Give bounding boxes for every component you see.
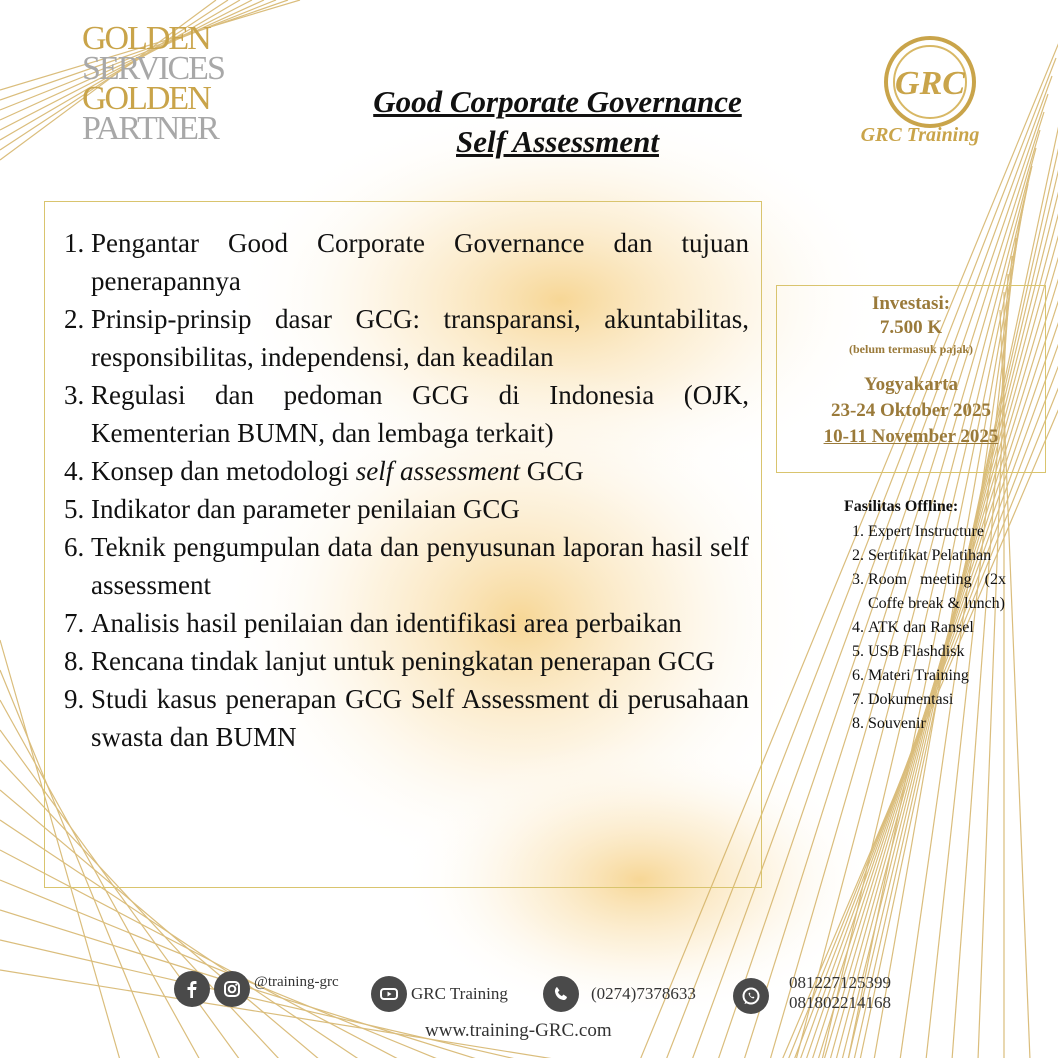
event-date-1: 23-24 Oktober 2025	[830, 400, 992, 421]
youtube-channel[interactable]: GRC Training	[411, 984, 508, 1003]
topics-box	[44, 201, 762, 888]
topic-item: 9. Studi kasus penerapan GCG Self Assessment di perusahaan swasta dan BUMN	[91, 680, 749, 756]
golden-partner-brand	[82, 20, 224, 147]
facility-item: 4. ATK dan Ransel	[868, 616, 1006, 640]
investment-label: Investasi:	[871, 293, 951, 314]
investment-price: 7.500 K	[879, 317, 943, 338]
phone-number[interactable]: (0274)7378633	[591, 984, 696, 1003]
topic-text-italic: self assessment	[355, 456, 520, 486]
whatsapp-contact[interactable]	[733, 973, 891, 1014]
logo-caption: GRC Training	[860, 124, 980, 146]
investment-note: (belum termasuk pajak)	[848, 342, 973, 356]
brand-line-2: SERVICES	[82, 50, 224, 87]
topic-text: GCG	[519, 456, 584, 486]
decor-stripe	[0, 880, 440, 1058]
whatsapp-number-1[interactable]: 081227125399	[789, 973, 891, 992]
instagram-icon[interactable]	[214, 971, 250, 1007]
facility-item: 6. Materi Training	[868, 664, 1006, 688]
facebook-icon[interactable]	[174, 971, 210, 1007]
topics-list	[45, 202, 761, 756]
brand-line-1: GOLDEN	[82, 20, 210, 57]
topic-item: 3. Regulasi dan pedoman GCG di Indonesia (OJK, Kementerian BUMN, dan lembaga terkait)	[91, 376, 749, 452]
whatsapp-icon[interactable]	[733, 978, 769, 1014]
facilities-list	[840, 520, 1006, 736]
whatsapp-number-2[interactable]: 081802214168	[789, 993, 891, 1012]
topic-item: 2. Prinsip-prinsip dasar GCG: transparansi, akuntabilitas, responsibilitas, independensi, dan keadilan	[91, 300, 749, 376]
investment-box	[776, 285, 1046, 473]
facilities-title: Fasilitas Offline:	[844, 498, 959, 515]
social-handle[interactable]: @training-grc	[254, 973, 339, 990]
website-link[interactable]: www.training-GRC.com	[425, 1020, 612, 1041]
topic-item: 7. Analisis hasil penilaian dan identifikasi area perbaikan	[91, 604, 749, 642]
topic-item	[91, 452, 749, 490]
topic-item: 5. Indikator dan parameter penilaian GCG	[91, 490, 749, 528]
event-date-2: 10-11 November 2025	[823, 426, 999, 447]
topic-item: 1. Pengantar Good Corporate Governance dan tujuan penerapannya	[91, 224, 749, 300]
facilities-section	[840, 498, 1006, 736]
event-city: Yogyakarta	[864, 374, 958, 395]
phone-contact[interactable]	[543, 976, 696, 1012]
facility-item: 5. USB Flashdisk	[868, 640, 1006, 664]
topic-item: 8. Rencana tindak lanjut untuk peningkatan penerapan GCG	[91, 642, 749, 680]
topic-item: 6. Teknik pengumpulan data dan penyusunan laporan hasil self assessment	[91, 528, 749, 604]
brand-line-4: PARTNER	[82, 110, 218, 147]
title-line-2: Self Assessment	[456, 124, 659, 159]
facility-item: 2. Sertifikat Pelatihan	[868, 544, 1006, 568]
youtube-icon[interactable]	[371, 976, 407, 1012]
facility-item: 1. Expert Instructure	[868, 520, 1006, 544]
topic-text: Konsep dan metodologi	[91, 456, 356, 486]
facility-item: 7. Dokumentasi	[868, 688, 1006, 712]
youtube-contact[interactable]	[371, 976, 508, 1012]
facility-item: 3. Room meeting (2x Coffe break & lunch)	[868, 568, 1006, 616]
phone-icon[interactable]	[543, 976, 579, 1012]
facility-item: 8. Souvenir	[868, 712, 1006, 736]
logo-mark: GRC	[895, 65, 965, 102]
social-contact[interactable]	[174, 971, 339, 1007]
page-title	[300, 82, 815, 162]
brand-line-3: GOLDEN	[82, 80, 210, 117]
title-line-1: Good Corporate Governance	[373, 84, 742, 119]
